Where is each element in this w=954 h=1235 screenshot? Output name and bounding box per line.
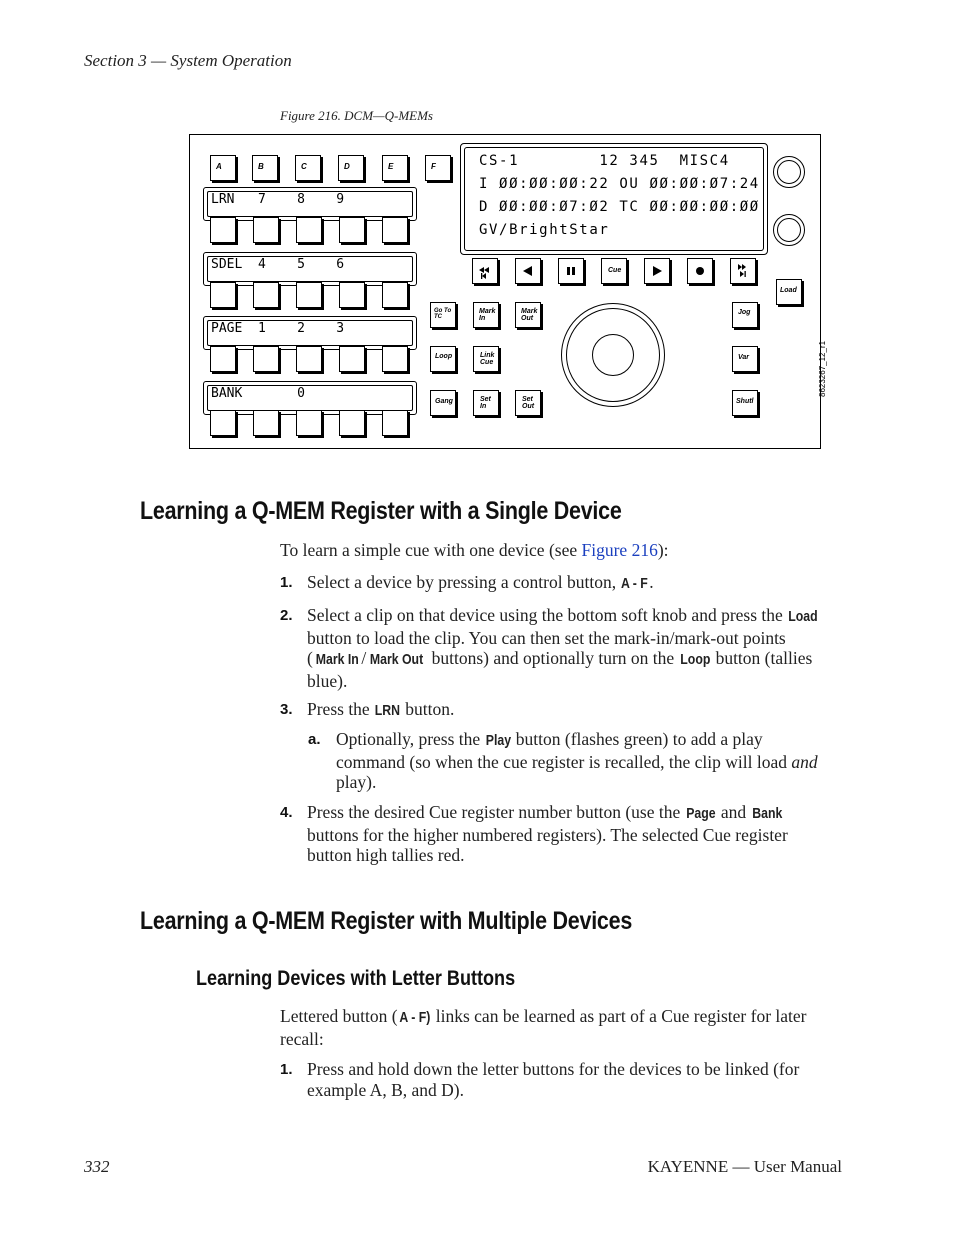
subsection-intro xyxy=(280,1006,846,1049)
fast-forward-to-end-icon xyxy=(730,258,756,284)
letter-button-d xyxy=(338,155,364,181)
key-label: Link xyxy=(480,352,495,359)
register-button xyxy=(296,346,322,372)
intro-text: links can be learned as part of a Cue register for later xyxy=(431,1006,807,1026)
letter-button-c xyxy=(295,155,321,181)
figure-caption: Figure 216. DCM—Q-MEMs xyxy=(280,108,433,123)
figure-216-link[interactable]: Figure 216 xyxy=(581,540,658,560)
key-label: Loop xyxy=(435,353,453,360)
button-name: Loop xyxy=(679,651,710,668)
intro-text: ): xyxy=(657,540,669,560)
jog-wheel-hub xyxy=(592,334,634,376)
button-name: A - F) xyxy=(399,1009,430,1026)
step-number: 4. xyxy=(280,804,293,821)
mark-in-key xyxy=(473,302,499,328)
step-text-part: buttons for the higher numbered registers). The selected Cue register xyxy=(307,824,788,845)
letter-button-label: C xyxy=(301,162,307,171)
record-icon xyxy=(687,258,713,284)
register-button xyxy=(296,282,322,308)
button-name: Mark In xyxy=(315,651,359,668)
display-line: GV/BrightStar xyxy=(479,222,610,238)
step-text-part: button to load the clip. You can then set the mark-in/mark-out points xyxy=(307,627,786,648)
dcm-panel-figure xyxy=(189,134,827,449)
key-label: In xyxy=(479,315,486,322)
cue-key xyxy=(601,258,627,284)
link-cue-key xyxy=(473,346,499,372)
art-id: 8623267_12_r1 xyxy=(818,340,827,397)
register-button xyxy=(339,410,365,436)
step-text-part: . xyxy=(649,572,654,592)
step-text xyxy=(307,605,847,691)
cue-label: Cue xyxy=(608,267,622,274)
jog-wheel xyxy=(561,303,665,407)
register-button xyxy=(210,217,236,243)
letter-button-label: A xyxy=(216,162,222,171)
section-title-single-device: Learning a Q-MEM Register with a Single Device xyxy=(140,497,622,525)
strip-label: SDEL 4 5 6 xyxy=(211,257,345,272)
register-button xyxy=(339,282,365,308)
letter-button-e xyxy=(382,155,408,181)
substep-letter: a. xyxy=(308,731,321,748)
register-button xyxy=(382,217,408,243)
step-text-part: Optionally, press the xyxy=(336,729,485,749)
strip-label: LRN 7 8 9 xyxy=(211,192,345,207)
key-label: Out xyxy=(521,315,534,322)
key-label: Gang xyxy=(435,398,453,405)
letter-button-label: F xyxy=(431,162,436,171)
display-line: D ØØ:ØØ:Ø7:Ø2 TC ØØ:ØØ:ØØ:ØØ xyxy=(479,199,760,215)
register-button xyxy=(382,282,408,308)
register-button xyxy=(253,282,279,308)
jog-key xyxy=(732,302,758,328)
letter-button-b xyxy=(252,155,278,181)
key-label: TC xyxy=(434,314,442,320)
step-text-part: Select a clip on that device using the bottom soft knob and press the xyxy=(307,605,788,625)
step-text-part: button (tallies xyxy=(711,648,813,668)
letter-button-f xyxy=(425,155,451,181)
letter-button-a xyxy=(210,155,236,181)
step-text-part: Press and hold down the letter buttons for the devices to be linked (for xyxy=(307,1059,800,1079)
letter-button-label: E xyxy=(388,162,394,171)
button-name: Page xyxy=(685,805,716,822)
step-text-part: Press the xyxy=(307,699,375,719)
intro-text: recall: xyxy=(280,1028,324,1049)
step-text-part: and xyxy=(716,802,751,822)
key-label: Shutl xyxy=(736,398,754,405)
shutl-key xyxy=(732,390,758,416)
strip-label: BANK 0 xyxy=(211,386,305,401)
button-name: Play xyxy=(485,732,511,749)
display-line: CS-1 12 345 MISC4 xyxy=(479,153,730,169)
register-button xyxy=(296,217,322,243)
register-button xyxy=(253,410,279,436)
page-number: 332 xyxy=(84,1157,110,1176)
button-name: A - F xyxy=(621,575,649,592)
register-button xyxy=(296,410,322,436)
step-number: 1. xyxy=(280,1061,293,1078)
register-button xyxy=(210,282,236,308)
substep-text xyxy=(336,729,846,793)
page-strip xyxy=(203,316,417,350)
rewind-icon xyxy=(515,258,541,284)
step-text-part: button (flashes green) to add a play xyxy=(511,729,763,749)
subsection-title-letter-buttons: Learning Devices with Letter Buttons xyxy=(196,967,516,990)
key-label: Load xyxy=(780,287,797,294)
step-text-part: / xyxy=(361,648,367,668)
step-number: 2. xyxy=(280,607,293,624)
button-name: Load xyxy=(788,608,818,625)
key-label: Cue xyxy=(480,359,494,366)
mark-out-key xyxy=(515,302,541,328)
step-number: 3. xyxy=(280,701,293,718)
sdel-strip xyxy=(203,252,417,286)
bottom-soft-knob xyxy=(773,214,805,246)
step-text-part: play). xyxy=(336,772,377,792)
strip-label: PAGE 1 2 3 xyxy=(211,321,345,336)
load-key xyxy=(776,279,802,305)
intro-text: To learn a simple cue with one device (see xyxy=(280,540,582,560)
register-button xyxy=(339,346,365,372)
step-text xyxy=(307,802,847,866)
rewind-to-start-icon xyxy=(472,258,498,284)
step-number: 1. xyxy=(280,574,293,591)
loop-key xyxy=(430,346,456,372)
key-label: Go To xyxy=(434,308,452,314)
var-key xyxy=(732,346,758,372)
pause-icon xyxy=(558,258,584,284)
register-button xyxy=(339,217,365,243)
step-text-part: example A, B, and D). xyxy=(307,1079,464,1100)
key-label: Out xyxy=(522,403,535,410)
button-name: Mark Out xyxy=(370,651,424,668)
step-text-part: command (so when the cue register is recalled, the clip will load xyxy=(336,751,792,772)
step-text-part: button high tallies red. xyxy=(307,845,465,865)
step-text-part: blue). xyxy=(307,670,348,691)
key-label: Jog xyxy=(738,309,751,316)
goto-tc-key xyxy=(430,302,456,328)
register-button xyxy=(253,217,279,243)
lcd-display xyxy=(460,143,768,255)
register-button xyxy=(382,346,408,372)
set-out-key xyxy=(515,390,541,416)
step-text xyxy=(307,572,654,595)
step-text xyxy=(307,1059,847,1100)
register-button xyxy=(253,346,279,372)
register-button xyxy=(210,346,236,372)
gang-key xyxy=(430,390,456,416)
step-text-part: buttons) and optionally turn on the xyxy=(427,648,679,668)
button-name: LRN xyxy=(374,702,401,719)
step-text-part: Select a device by pressing a control button, xyxy=(307,572,621,592)
register-button xyxy=(382,410,408,436)
play-icon xyxy=(644,258,670,284)
key-label: Mark xyxy=(521,308,538,315)
step-text-part: Press the desired Cue register number button (use the xyxy=(307,802,685,822)
button-name: Bank xyxy=(751,805,782,822)
intro-paragraph xyxy=(280,540,669,561)
letter-button-label: B xyxy=(258,162,264,171)
key-label: Var xyxy=(738,354,750,361)
step-text xyxy=(307,699,454,722)
top-soft-knob xyxy=(773,156,805,188)
footer-title xyxy=(648,1157,842,1177)
footer-title-text: KAYENNE — User Manual xyxy=(647,1157,842,1176)
key-label: Mark xyxy=(479,308,496,315)
intro-text: Lettered button ( xyxy=(280,1006,398,1026)
key-label: Set xyxy=(480,396,491,403)
letter-button-label: D xyxy=(344,162,350,171)
set-in-key xyxy=(473,390,499,416)
register-button xyxy=(210,410,236,436)
emphasis-text: and xyxy=(791,751,818,772)
step-text-part: ( xyxy=(307,648,313,668)
display-line: I ØØ:ØØ:ØØ:22 OU ØØ:ØØ:Ø7:24 xyxy=(479,176,760,192)
step-text-part: button. xyxy=(400,699,455,719)
key-label: Set xyxy=(522,396,533,403)
running-header: Section 3 — System Operation xyxy=(84,51,292,70)
section-title-multiple-devices: Learning a Q-MEM Register with Multiple Devices xyxy=(140,907,633,935)
lrn-strip xyxy=(203,187,417,221)
key-label: In xyxy=(480,403,487,410)
